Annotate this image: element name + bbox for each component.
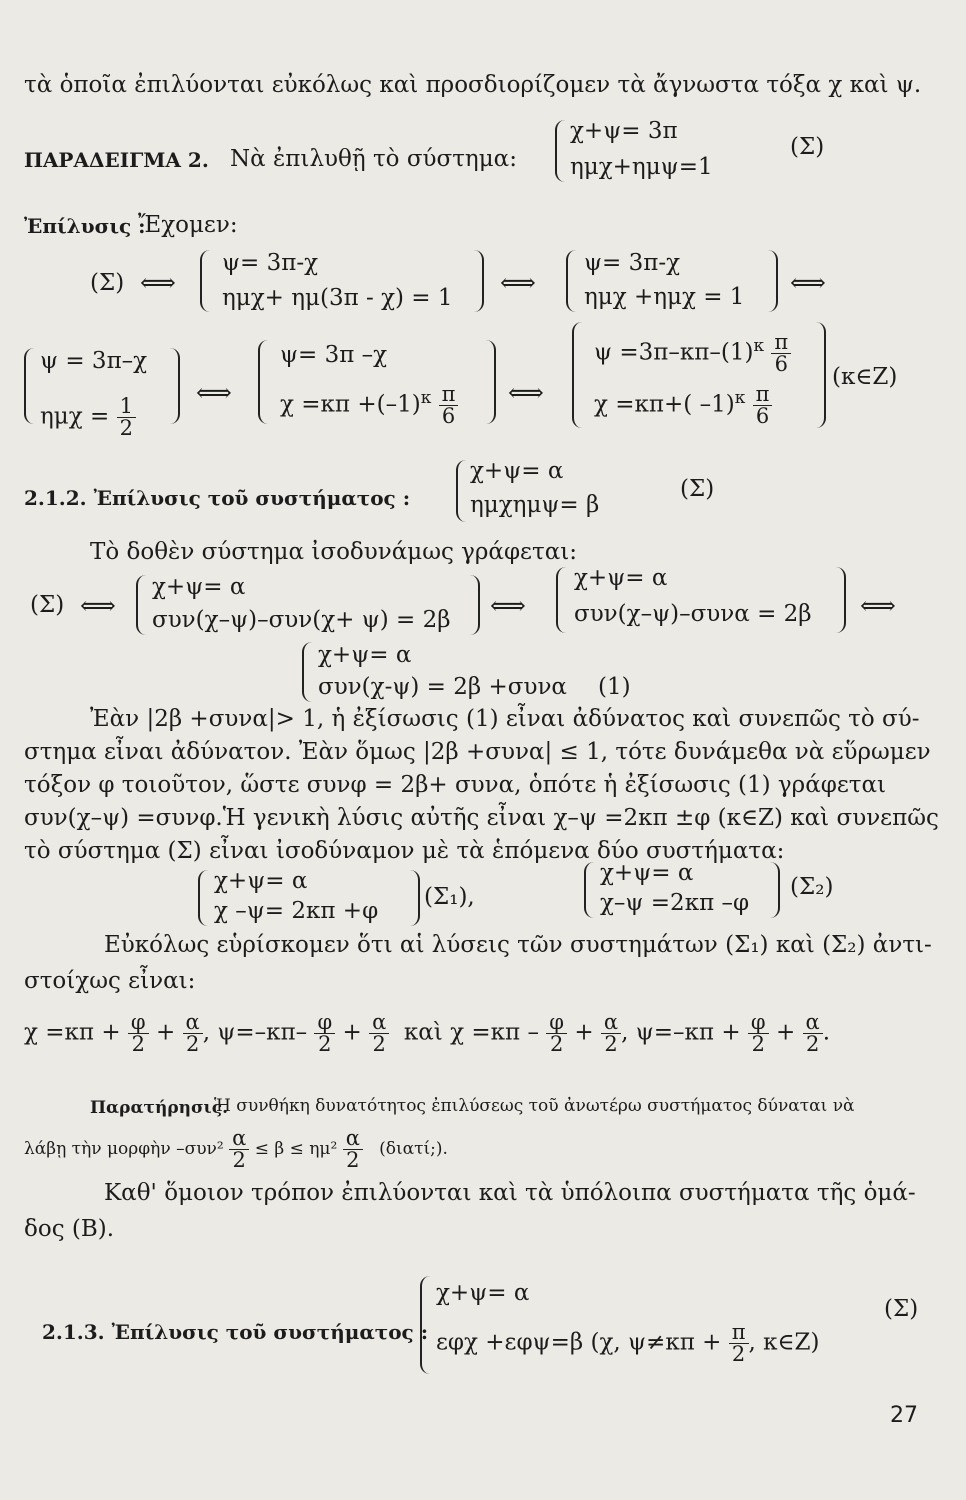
equation: ημχημψ= β (470, 492, 600, 518)
system-brace (136, 575, 146, 635)
equivalence-arrow: ⟺ (490, 591, 526, 620)
example-heading: ΠΑΡΑΔΕΙΓΜΑ 2. (24, 148, 209, 172)
system-brace (170, 348, 180, 424)
text-line: συν(χ–ψ) =συνφ.Ἡ γενικὴ λύσις αὐτῆς εἶναι χ–ψ =2κπ ±φ (κ∈Z) καὶ συνεπῶς (24, 805, 939, 831)
solution-formula: χ =κπ + $\frac{\varphi}{2}$ + $\frac{\alpha}{2}$ , ψ=–κπ– $\frac{\varphi}{2}$ + $\frac{\alpha}{2}$ καὶ χ =κπ – $\frac{\varphi}{2}$ + $\frac{\alpha}{2}$ , ψ=–κπ + $\frac{\varphi}{2}$ + $\frac{\alpha}{2}$ . (24, 1010, 831, 1056)
system-label: (Σ₁), (424, 884, 475, 910)
system-label: (Σ) (30, 592, 65, 618)
equation: χ+ψ= α (574, 565, 668, 591)
equation: συν(χ-ψ) = 2β +συνα (318, 674, 567, 700)
equation: ψ= 3π-χ (222, 250, 319, 276)
system-brace (572, 322, 582, 428)
equation: ψ = 3π–χ (40, 348, 148, 374)
text-line: Ἐὰν |2β +συνα|> 1, ἡ ἐξίσωσις (1) εἶναι ἀδύνατος καὶ συνεπῶς τὸ σύ- (90, 706, 920, 732)
equivalence-arrow: ⟺ (500, 268, 536, 297)
note-text: λάβῃ τὴν μορφὴν –συν² $\frac{\alpha}{2}$ ≤ β ≤ ημ² $\frac{\alpha}{2}$ (διατί;). (24, 1126, 448, 1172)
equation: ψ= 3π –χ (280, 342, 388, 368)
system-label: (Σ) (790, 134, 825, 160)
system-brace (474, 250, 484, 312)
text-line: τὸ σύστημα (Σ) εἶναι ἰσοδύναμον μὲ τὰ ἑπόμενα δύο συστήματα: (24, 838, 785, 864)
system-brace (200, 250, 210, 312)
equation: εφχ +εφψ=β (χ, ψ≠κπ + $\frac{\pi}{2}$ , κ∈Z) (436, 1320, 820, 1366)
equation-number: (1) (598, 674, 631, 700)
equation: συν(χ–ψ)–συν(χ+ ψ) = 2β (152, 607, 451, 633)
equation: χ+ψ= α (470, 458, 564, 484)
text-line: στημα εἶναι ἀδύνατον. Ἐὰν ὅμως |2β +συνα| ≤ 1, τότε δυνάμεθα νὰ εὕρωμεν (24, 739, 931, 765)
equation: ψ= 3π-χ (584, 250, 681, 276)
equation: χ+ψ= α (152, 574, 246, 600)
system-brace (566, 250, 576, 312)
equivalence-arrow: ⟺ (860, 591, 896, 620)
equivalence-arrow: ⟺ (790, 268, 826, 297)
equation: $\psi =3\pi-\kappa\pi-(1)^\kappa$ $\frac{\pi}{6}$ (594, 332, 791, 375)
equivalence-arrow: ⟺ (140, 268, 176, 297)
equation: $\chi =\kappa\pi +(-1)^\kappa$ $\frac{\pi}{6}$ (280, 384, 458, 427)
equation: χ+ψ= 3π (570, 118, 678, 144)
equation: ημχ+ ημ(3π - χ) = 1 (222, 285, 453, 311)
text-line: Καθ' ὅμοιον τρόπον ἐπιλύονται καὶ τὰ ὑπόλοιπα συστήματα τῆς ὁμά- (104, 1180, 916, 1206)
equation: χ+ψ= α (436, 1280, 530, 1306)
equivalence-arrow: ⟺ (80, 591, 116, 620)
text-line: Εὐκόλως εὑρίσκομεν ὅτι αἱ λύσεις τῶν συστημάτων (Σ₁) καὶ (Σ₂) ἀντι- (104, 932, 932, 958)
section-heading: 2.1.2. Ἐπίλυσις τοῦ συστήματος : (24, 486, 411, 510)
equivalence-arrow: ⟺ (508, 378, 544, 407)
equation: χ –ψ= 2κπ +φ (214, 898, 379, 924)
system-label: (Σ) (884, 1296, 919, 1322)
system-brace (258, 340, 268, 424)
system-brace (198, 870, 208, 926)
solution-text: Ἔχομεν: (138, 212, 238, 238)
note-text: Ἡ συνθήκη δυνατότητος ἐπιλύσεως τοῦ ἀνωτέρω συστήματος δύναται νὰ (214, 1096, 855, 1116)
solution-heading: Ἐπίλυσις : (24, 214, 146, 238)
system-brace (768, 250, 778, 312)
example-text: Νὰ ἐπιλυθῇ τὸ σύστημα: (230, 146, 517, 172)
equation: ημχ +ημχ = 1 (584, 284, 745, 310)
page-number: 27 (890, 1403, 918, 1428)
condition: (κ∈Z) (832, 364, 898, 390)
text-line: Τὸ δοθὲν σύστημα ἰσοδυνάμως γράφεται: (90, 539, 577, 565)
system-brace (410, 870, 420, 926)
system-brace (555, 120, 565, 182)
system-brace (836, 567, 846, 633)
equation: χ =κπ+( –1)$^\kappa$ $\frac{\pi}{6}$ (594, 384, 772, 427)
equation: χ+ψ= α (318, 642, 412, 668)
text-line: στοίχως εἶναι: (24, 968, 196, 994)
text-line: δος (Β). (24, 1216, 115, 1242)
system-brace (470, 575, 480, 635)
equation: συν(χ–ψ)–συνα = 2β (574, 601, 812, 627)
note-heading: Παρατήρησις. (90, 1098, 229, 1118)
system-brace (456, 460, 466, 522)
system-brace (420, 1276, 430, 1374)
system-label: (Σ) (680, 476, 715, 502)
equation: χ+ψ= α (214, 868, 308, 894)
system-brace (556, 567, 566, 633)
text-line: τόξον φ τοιοῦτον, ὥστε συνφ = 2β+ συνα, ὁπότε ἡ ἐξίσωσις (1) γράφεται (24, 772, 887, 798)
equation: ημχ+ημψ=1 (570, 154, 713, 180)
system-brace (302, 642, 312, 702)
system-brace (584, 862, 594, 918)
system-brace (770, 862, 780, 918)
system-label: (Σ) (90, 270, 125, 296)
section-heading: 2.1.3. Ἐπίλυσις τοῦ συστήματος : (42, 1320, 429, 1344)
system-brace (816, 322, 826, 428)
equivalence-arrow: ⟺ (196, 378, 232, 407)
equation: χ+ψ= α (600, 860, 694, 886)
system-label: (Σ₂) (790, 874, 834, 900)
equation: χ–ψ =2κπ –φ (600, 890, 750, 916)
equation: ημχ = $\frac{1}{2}$ (40, 396, 136, 439)
text-line: τὰ ὁποῖα ἐπιλύονται εὐκόλως καὶ προσδιορίζομεν τὰ ἄγνωστα τόξα χ καὶ ψ. (24, 72, 922, 98)
system-brace (486, 340, 496, 424)
system-brace (24, 348, 34, 424)
